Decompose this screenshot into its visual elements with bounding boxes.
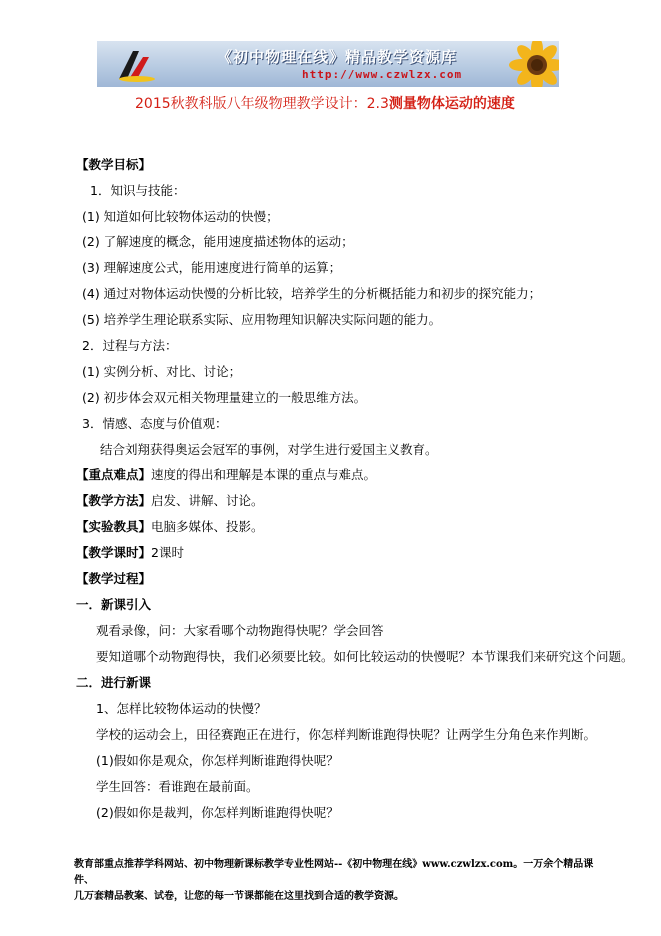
body-line: 3．情感、态度与价值观： (82, 416, 228, 431)
document-title-prefix: 2015秋教科版八年级物理教学设计：2.3 (135, 96, 389, 112)
body-line: 1．知识与技能： (90, 183, 186, 198)
section-heading-objectives: 【教学目标】 (76, 157, 152, 172)
banner-url: http://www.czwlzx.com (302, 68, 463, 81)
section-heading-new-lesson: 二．进行新课 (76, 675, 152, 690)
body-line: 学校的运动会上，田径赛跑正在进行，你怎样判断谁跑得快呢？让两学生分角色来作判断。 (96, 727, 597, 742)
body-line: 结合刘翔获得奥运会冠军的事例，对学生进行爱国主义教育。 (100, 442, 438, 457)
body-line: (1)假如你是观众，你怎样判断谁跑得快呢？ (96, 753, 339, 768)
body-line: 要知道哪个动物跑得快，我们必须要比较。如何比较运动的快慢呢？本节课我们来研究这个问题。 (96, 649, 634, 664)
footer-line-1: 教育部重点推荐学科网站、初中物理新课标教学专业性网站--《初中物理在线》www.czwlzx.com。一万余个精品课件、 (74, 859, 594, 886)
lesson-hours-line (76, 545, 184, 561)
equipment-label: 【实验教具】 (76, 519, 152, 534)
body-line: (1) 实例分析、对比、讨论； (82, 364, 242, 379)
sunflower-icon (497, 41, 559, 87)
body-line: (5) 培养学生理论联系实际、应用物理知识解决实际问题的能力。 (82, 312, 442, 327)
body-line: (1) 知道如何比较物体运动的快慢； (82, 209, 279, 224)
methods-label: 【教学方法】 (76, 493, 152, 508)
key-points-label: 【重点难点】 (76, 467, 152, 482)
lesson-hours-text: 2课时 (151, 545, 184, 560)
lesson-hours-label: 【教学课时】 (76, 545, 152, 560)
key-points-text: 速度的得出和理解是本课的重点与难点。 (151, 467, 377, 482)
banner-title: 《初中物理在线》精品教学资源库 (217, 48, 458, 66)
body-line: (2) 初步体会双元相关物理量建立的一般思维方法。 (82, 390, 367, 405)
body-line: (3) 理解速度公式，能用速度进行简单的运算； (82, 260, 342, 275)
header-banner (97, 41, 559, 87)
footer-line-2: 几万套精品教案、试卷，让您的每一节课都能在这里找到合适的教学资源。 (74, 891, 404, 902)
site-logo-icon (115, 45, 155, 83)
body-line: 学生回答：看谁跑在最前面。 (96, 779, 259, 794)
body-line: (4) 通过对物体运动快慢的分析比较，培养学生的分析概括能力和初步的探究能力； (82, 286, 542, 301)
equipment-line (76, 519, 264, 535)
body-line: 观看录像，问：大家看哪个动物跑得快呢？学会回答 (96, 623, 384, 638)
key-points-line (76, 467, 376, 483)
methods-line (76, 493, 264, 509)
page-footer (74, 857, 594, 905)
section-heading-intro: 一．新课引入 (76, 597, 152, 612)
document-title (135, 93, 515, 113)
equipment-text: 电脑多媒体、投影。 (151, 519, 264, 534)
methods-text: 启发、讲解、讨论。 (151, 493, 264, 508)
section-heading-process: 【教学过程】 (76, 571, 152, 586)
body-line: 1、怎样比较物体运动的快慢？ (96, 701, 267, 716)
document-title-topic: 测量物体运动的速度 (388, 96, 515, 112)
body-line: (2) 了解速度的概念，能用速度描述物体的运动； (82, 234, 354, 249)
body-line: 2．过程与方法： (82, 338, 178, 353)
body-line: (2)假如你是裁判，你怎样判断谁跑得快呢？ (96, 805, 339, 820)
